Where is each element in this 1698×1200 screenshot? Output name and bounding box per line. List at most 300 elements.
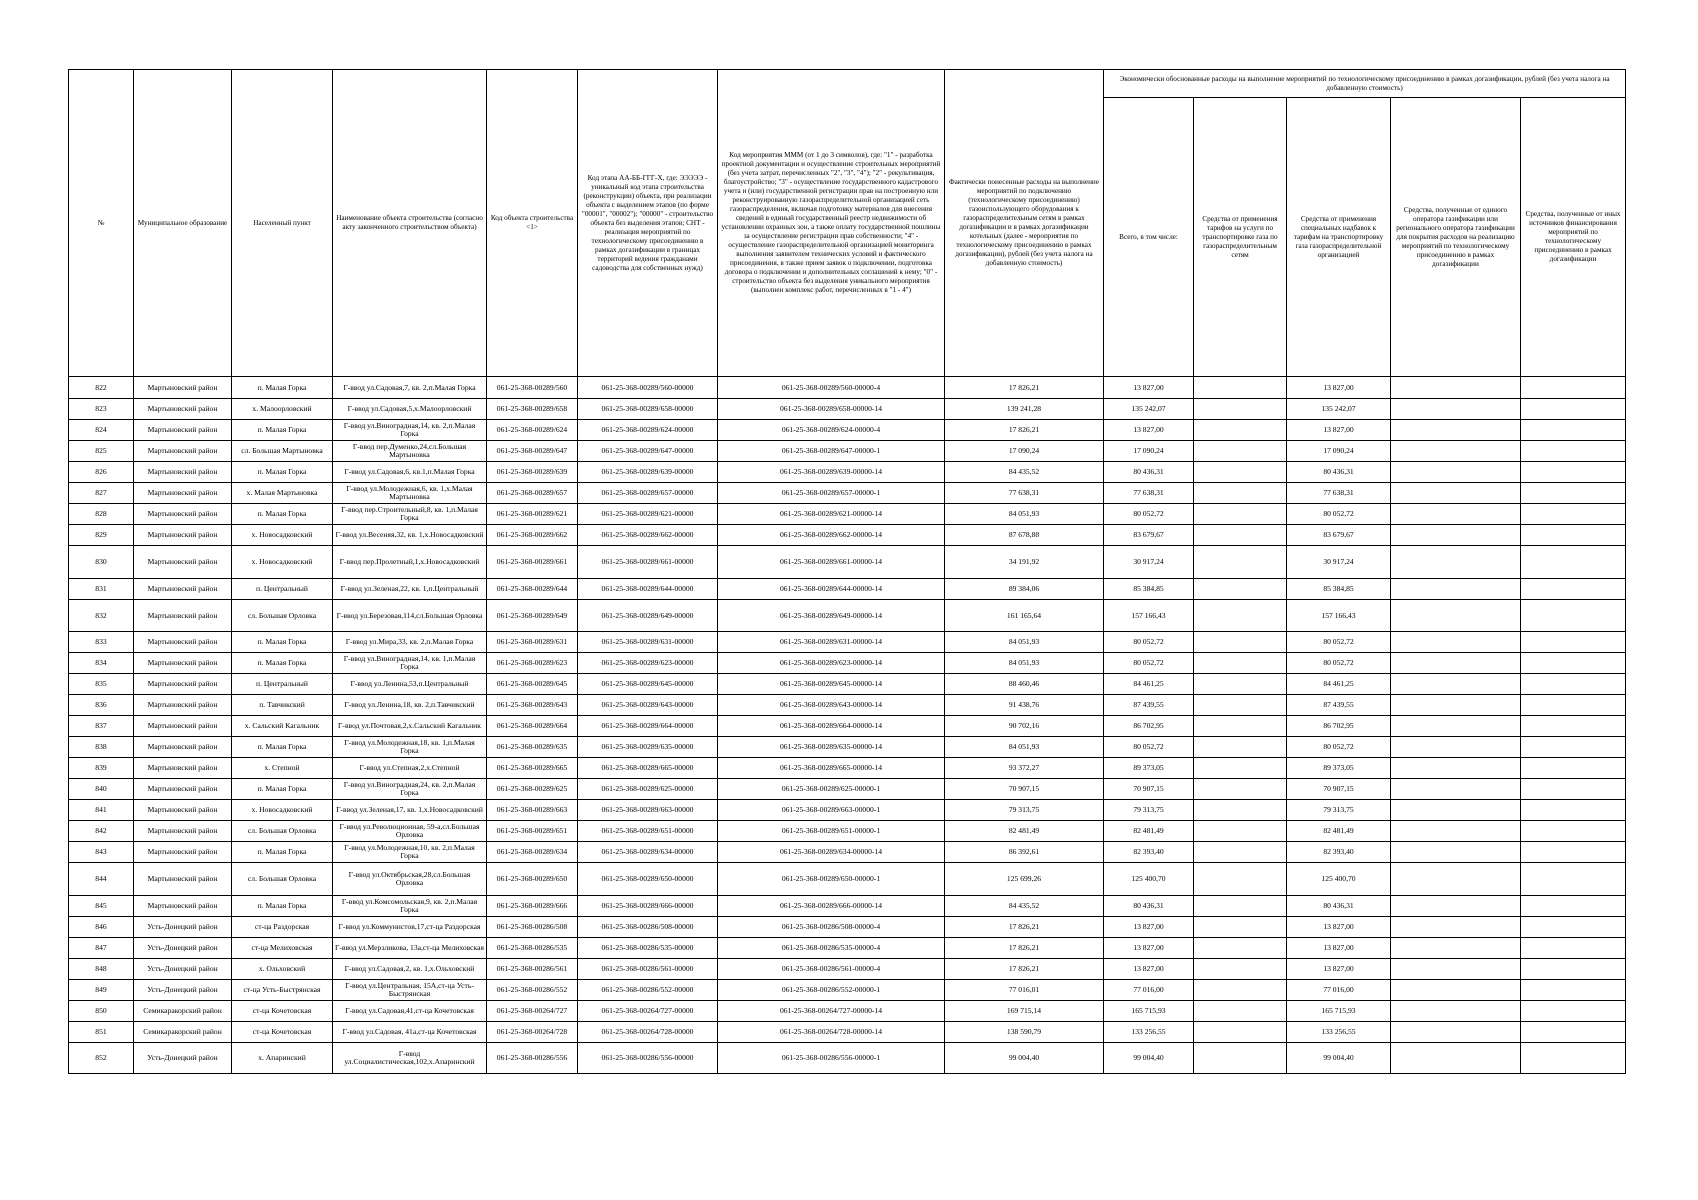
row-number: 825 <box>69 441 134 462</box>
tariff-cell <box>1194 1022 1287 1043</box>
event-code-cell: 061-25-368-00289/560-00000-4 <box>718 377 945 399</box>
special-markup-cell: 82 393,40 <box>1287 842 1391 863</box>
object-code-cell: 061-25-368-00289/635 <box>487 737 578 758</box>
municipality-cell: Усть-Донецкий район <box>134 959 232 980</box>
object-code-cell: 061-25-368-00289/624 <box>487 420 578 441</box>
object-code-cell: 061-25-368-00289/645 <box>487 674 578 695</box>
tariff-cell <box>1194 896 1287 917</box>
stage-code-cell: 061-25-368-00289/664-00000 <box>578 716 718 737</box>
row-number: 831 <box>69 579 134 600</box>
tariff-cell <box>1194 653 1287 674</box>
tariff-cell <box>1194 674 1287 695</box>
stage-code-cell: 061-25-368-00289/657-00000 <box>578 483 718 504</box>
total-cell: 80 052,72 <box>1104 737 1194 758</box>
total-cell: 82 393,40 <box>1104 842 1194 863</box>
table-row <box>69 600 1626 632</box>
table-row <box>69 938 1626 959</box>
other-sources-cell <box>1521 653 1626 674</box>
special-markup-cell: 133 256,55 <box>1287 1022 1391 1043</box>
total-cell: 86 702,95 <box>1104 716 1194 737</box>
stage-code-cell: 061-25-368-00289/658-00000 <box>578 399 718 420</box>
object-name-cell: Г-ввод ул.Комсомольская,9, кв. 2,п.Малая Горка <box>333 896 487 917</box>
other-sources-cell <box>1521 1043 1626 1074</box>
event-code-cell: 061-25-368-00286/508-00000-4 <box>718 917 945 938</box>
municipality-cell: Мартыновский район <box>134 600 232 632</box>
stage-code-cell: 061-25-368-00286/508-00000 <box>578 917 718 938</box>
header-actual-costs: Фактически понесенные расходы на выполнение мероприятий по подключению (технологическому присоединению) газоиспользующего оборудования к газораспределительным сетям в рамках догазификации и в рамках догазификации котельных (далее - мероприятия по технологическому присоединению в рамках догазификации), рублей (без учета налога на добавленную стоимость) <box>945 70 1104 377</box>
other-sources-cell <box>1521 737 1626 758</box>
actual-costs-cell: 17 826,21 <box>945 420 1104 441</box>
event-code-cell: 061-25-368-00289/645-00000-14 <box>718 674 945 695</box>
tariff-cell <box>1194 821 1287 842</box>
locality-cell: п. Малая Горка <box>232 504 333 525</box>
locality-cell: ст-ца Раздорская <box>232 917 333 938</box>
object-code-cell: 061-25-368-00289/644 <box>487 579 578 600</box>
total-cell: 133 256,55 <box>1104 1022 1194 1043</box>
municipality-cell: Мартыновский район <box>134 842 232 863</box>
total-cell: 30 917,24 <box>1104 546 1194 579</box>
special-markup-cell: 30 917,24 <box>1287 546 1391 579</box>
object-code-cell: 061-25-368-00264/727 <box>487 1001 578 1022</box>
municipality-cell: Мартыновский район <box>134 896 232 917</box>
operator-funds-cell <box>1391 674 1521 695</box>
actual-costs-cell: 17 826,21 <box>945 959 1104 980</box>
table-row <box>69 863 1626 896</box>
total-cell: 84 461,25 <box>1104 674 1194 695</box>
locality-cell: х. Степной <box>232 758 333 779</box>
actual-costs-cell: 84 051,93 <box>945 504 1104 525</box>
event-code-cell: 061-25-368-00289/643-00000-14 <box>718 695 945 716</box>
operator-funds-cell <box>1391 842 1521 863</box>
object-name-cell: Г-ввод ул.Зеленая,22, кв. 1,п.Центральный <box>333 579 487 600</box>
municipality-cell: Мартыновский район <box>134 579 232 600</box>
other-sources-cell <box>1521 462 1626 483</box>
tariff-cell <box>1194 546 1287 579</box>
row-number: 842 <box>69 821 134 842</box>
operator-funds-cell <box>1391 716 1521 737</box>
municipality-cell: Мартыновский район <box>134 779 232 800</box>
header-locality: Населенный пункт <box>232 70 333 377</box>
operator-funds-cell <box>1391 462 1521 483</box>
operator-funds-cell <box>1391 695 1521 716</box>
locality-cell: п. Центральный <box>232 674 333 695</box>
tariff-cell <box>1194 420 1287 441</box>
row-number: 845 <box>69 896 134 917</box>
tariff-cell <box>1194 758 1287 779</box>
locality-cell: п. Малая Горка <box>232 896 333 917</box>
locality-cell: х. Малоорловский <box>232 399 333 420</box>
special-markup-cell: 87 439,55 <box>1287 695 1391 716</box>
other-sources-cell <box>1521 695 1626 716</box>
object-code-cell: 061-25-368-00289/631 <box>487 632 578 653</box>
actual-costs-cell: 89 384,06 <box>945 579 1104 600</box>
municipality-cell: Мартыновский район <box>134 441 232 462</box>
tariff-cell <box>1194 579 1287 600</box>
actual-costs-cell: 91 438,76 <box>945 695 1104 716</box>
actual-costs-cell: 84 435,52 <box>945 462 1104 483</box>
row-number: 832 <box>69 600 134 632</box>
object-name-cell: Г-ввод ул.Березовая,114,сл.Большая Орловка <box>333 600 487 632</box>
row-number: 822 <box>69 377 134 399</box>
event-code-cell: 061-25-368-00289/665-00000-14 <box>718 758 945 779</box>
special-markup-cell: 80 436,31 <box>1287 462 1391 483</box>
municipality-cell: Мартыновский район <box>134 399 232 420</box>
locality-cell: х. Новосадковский <box>232 525 333 546</box>
actual-costs-cell: 17 826,21 <box>945 917 1104 938</box>
special-markup-cell: 13 827,00 <box>1287 917 1391 938</box>
event-code-cell: 061-25-368-00289/662-00000-14 <box>718 525 945 546</box>
object-name-cell: Г-ввод пер.Пролетный,1,х.Новосадковский <box>333 546 487 579</box>
table-row <box>69 821 1626 842</box>
row-number: 847 <box>69 938 134 959</box>
stage-code-cell: 061-25-368-00289/644-00000 <box>578 579 718 600</box>
tariff-cell <box>1194 462 1287 483</box>
actual-costs-cell: 90 702,16 <box>945 716 1104 737</box>
special-markup-cell: 165 715,93 <box>1287 1001 1391 1022</box>
row-number: 849 <box>69 980 134 1001</box>
table-row <box>69 959 1626 980</box>
stage-code-cell: 061-25-368-00289/635-00000 <box>578 737 718 758</box>
object-name-cell: Г-ввод ул.Ленина,18, кв. 2,п.Тавчикский <box>333 695 487 716</box>
stage-code-cell: 061-25-368-00286/552-00000 <box>578 980 718 1001</box>
object-name-cell: Г-ввод ул.Революционная, 59-а,сл.Большая Орловка <box>333 821 487 842</box>
object-code-cell: 061-25-368-00289/658 <box>487 399 578 420</box>
municipality-cell: Усть-Донецкий район <box>134 938 232 959</box>
stage-code-cell: 061-25-368-00264/728-00000 <box>578 1022 718 1043</box>
event-code-cell: 061-25-368-00264/727-00000-14 <box>718 1001 945 1022</box>
special-markup-cell: 13 827,00 <box>1287 377 1391 399</box>
object-name-cell: Г-ввод ул.Степная,2,х.Степной <box>333 758 487 779</box>
municipality-cell: Мартыновский район <box>134 716 232 737</box>
total-cell: 77 638,31 <box>1104 483 1194 504</box>
municipality-cell: Семикаракорский район <box>134 1001 232 1022</box>
event-code-cell: 061-25-368-00289/651-00000-1 <box>718 821 945 842</box>
object-name-cell: Г-ввод ул.Виноградная,24, кв. 2,п.Малая Горка <box>333 779 487 800</box>
table-body <box>69 377 1626 1074</box>
event-code-cell: 061-25-368-00289/649-00000-14 <box>718 600 945 632</box>
object-name-cell: Г-ввод ул.Молодежная,6, кв. 1,х.Малая Мартыновка <box>333 483 487 504</box>
object-name-cell: Г-ввод ул.Социалистическая,102,х.Апаринский <box>333 1043 487 1074</box>
municipality-cell: Мартыновский район <box>134 483 232 504</box>
event-code-cell: 061-25-368-00289/647-00000-1 <box>718 441 945 462</box>
locality-cell: п. Малая Горка <box>232 462 333 483</box>
costs-table <box>68 69 1626 1074</box>
object-code-cell: 061-25-368-00289/634 <box>487 842 578 863</box>
stage-code-cell: 061-25-368-00289/649-00000 <box>578 600 718 632</box>
operator-funds-cell <box>1391 525 1521 546</box>
special-markup-cell: 77 638,31 <box>1287 483 1391 504</box>
special-markup-cell: 84 461,25 <box>1287 674 1391 695</box>
locality-cell: п. Малая Горка <box>232 377 333 399</box>
total-cell: 89 373,05 <box>1104 758 1194 779</box>
row-number: 828 <box>69 504 134 525</box>
table-row <box>69 737 1626 758</box>
actual-costs-cell: 86 392,61 <box>945 842 1104 863</box>
object-code-cell: 061-25-368-00289/647 <box>487 441 578 462</box>
object-code-cell: 061-25-368-00289/643 <box>487 695 578 716</box>
operator-funds-cell <box>1391 579 1521 600</box>
event-code-cell: 061-25-368-00289/639-00000-14 <box>718 462 945 483</box>
special-markup-cell: 80 436,31 <box>1287 896 1391 917</box>
other-sources-cell <box>1521 1022 1626 1043</box>
special-markup-cell: 79 313,75 <box>1287 800 1391 821</box>
table-row <box>69 674 1626 695</box>
other-sources-cell <box>1521 800 1626 821</box>
other-sources-cell <box>1521 579 1626 600</box>
table-row <box>69 695 1626 716</box>
object-code-cell: 061-25-368-00289/625 <box>487 779 578 800</box>
total-cell: 80 436,31 <box>1104 896 1194 917</box>
special-markup-cell: 80 052,72 <box>1287 737 1391 758</box>
actual-costs-cell: 17 826,21 <box>945 938 1104 959</box>
municipality-cell: Мартыновский район <box>134 462 232 483</box>
locality-cell: ст-ца Кочетовская <box>232 1001 333 1022</box>
event-code-cell: 061-25-368-00289/623-00000-14 <box>718 653 945 674</box>
event-code-cell: 061-25-368-00289/644-00000-14 <box>718 579 945 600</box>
header-operator-funds: Средства, полученные от единого оператора газификации или регионального оператора газификации для покрытия расходов на реализацию мероприятий по технологическому присоединению в рамках догазификации <box>1391 98 1521 377</box>
actual-costs-cell: 17 826,21 <box>945 377 1104 399</box>
total-cell: 13 827,00 <box>1104 938 1194 959</box>
other-sources-cell <box>1521 525 1626 546</box>
event-code-cell: 061-25-368-00289/664-00000-14 <box>718 716 945 737</box>
special-markup-cell: 86 702,95 <box>1287 716 1391 737</box>
operator-funds-cell <box>1391 896 1521 917</box>
tariff-cell <box>1194 938 1287 959</box>
table-row <box>69 441 1626 462</box>
locality-cell: п. Центральный <box>232 579 333 600</box>
other-sources-cell <box>1521 483 1626 504</box>
object-name-cell: Г-ввод ул.Садовая,5,х.Малоорловский <box>333 399 487 420</box>
object-name-cell: Г-ввод ул.Садовая,2, кв. 1,х.Ольховский <box>333 959 487 980</box>
event-code-cell: 061-25-368-00289/666-00000-14 <box>718 896 945 917</box>
total-cell: 70 907,15 <box>1104 779 1194 800</box>
actual-costs-cell: 17 090,24 <box>945 441 1104 462</box>
object-code-cell: 061-25-368-00289/657 <box>487 483 578 504</box>
total-cell: 99 004,40 <box>1104 1043 1194 1074</box>
object-code-cell: 061-25-368-00289/664 <box>487 716 578 737</box>
operator-funds-cell <box>1391 1022 1521 1043</box>
actual-costs-cell: 139 241,28 <box>945 399 1104 420</box>
special-markup-cell: 13 827,00 <box>1287 959 1391 980</box>
row-number: 836 <box>69 695 134 716</box>
operator-funds-cell <box>1391 420 1521 441</box>
object-code-cell: 061-25-368-00289/623 <box>487 653 578 674</box>
actual-costs-cell: 88 460,46 <box>945 674 1104 695</box>
row-number: 850 <box>69 1001 134 1022</box>
object-name-cell: Г-ввод ул.Центральная, 15А,ст-ца Усть-Быстрянская <box>333 980 487 1001</box>
special-markup-cell: 13 827,00 <box>1287 938 1391 959</box>
other-sources-cell <box>1521 632 1626 653</box>
event-code-cell: 061-25-368-00264/728-00000-14 <box>718 1022 945 1043</box>
other-sources-cell <box>1521 821 1626 842</box>
header-other-sources: Средства, полученные от иных источников финансирования мероприятий по технологическому присоединению в рамках догазификации <box>1521 98 1626 377</box>
special-markup-cell: 80 052,72 <box>1287 653 1391 674</box>
row-number: 846 <box>69 917 134 938</box>
object-name-cell: Г-ввод ул.Садовая, 41а,ст-ца Кочетовская <box>333 1022 487 1043</box>
object-code-cell: 061-25-368-00286/508 <box>487 917 578 938</box>
stage-code-cell: 061-25-368-00289/560-00000 <box>578 377 718 399</box>
object-name-cell: Г-ввод ул.Мерзликова, 13а,ст-ца Мелиховская <box>333 938 487 959</box>
locality-cell: сл. Большая Орловка <box>232 600 333 632</box>
total-cell: 80 052,72 <box>1104 632 1194 653</box>
event-code-cell: 061-25-368-00286/556-00000-1 <box>718 1043 945 1074</box>
locality-cell: п. Малая Горка <box>232 632 333 653</box>
tariff-cell <box>1194 377 1287 399</box>
stage-code-cell: 061-25-368-00289/663-00000 <box>578 800 718 821</box>
total-cell: 80 052,72 <box>1104 504 1194 525</box>
object-code-cell: 061-25-368-00289/649 <box>487 600 578 632</box>
total-cell: 13 827,00 <box>1104 377 1194 399</box>
operator-funds-cell <box>1391 779 1521 800</box>
row-number: 840 <box>69 779 134 800</box>
stage-code-cell: 061-25-368-00289/666-00000 <box>578 896 718 917</box>
object-code-cell: 061-25-368-00264/728 <box>487 1022 578 1043</box>
special-markup-cell: 135 242,07 <box>1287 399 1391 420</box>
tariff-cell <box>1194 1043 1287 1074</box>
header-object-name: Наименование объекта строительства (согласно акту законченного строительством объекта) <box>333 70 487 377</box>
row-number: 826 <box>69 462 134 483</box>
row-number: 841 <box>69 800 134 821</box>
header-object-code: Код объекта строительства <1> <box>487 70 578 377</box>
total-cell: 80 052,72 <box>1104 653 1194 674</box>
municipality-cell: Мартыновский район <box>134 800 232 821</box>
object-name-cell: Г-ввод пер.Строительный,8, кв. 1,п.Малая Горка <box>333 504 487 525</box>
stage-code-cell: 061-25-368-00286/535-00000 <box>578 938 718 959</box>
table-row <box>69 842 1626 863</box>
event-code-cell: 061-25-368-00289/657-00000-1 <box>718 483 945 504</box>
municipality-cell: Мартыновский район <box>134 821 232 842</box>
header-tariff-transport: Средства от применения тарифов на услуги по транспортировке газа по газораспределительным сетям <box>1194 98 1287 377</box>
object-code-cell: 061-25-368-00289/650 <box>487 863 578 896</box>
object-name-cell: Г-ввод ул.Коммунистов,17,ст-ца Раздорская <box>333 917 487 938</box>
actual-costs-cell: 99 004,40 <box>945 1043 1104 1074</box>
event-code-cell: 061-25-368-00289/631-00000-14 <box>718 632 945 653</box>
object-code-cell: 061-25-368-00289/560 <box>487 377 578 399</box>
operator-funds-cell <box>1391 399 1521 420</box>
total-cell: 13 827,00 <box>1104 420 1194 441</box>
total-cell: 13 827,00 <box>1104 917 1194 938</box>
tariff-cell <box>1194 504 1287 525</box>
special-markup-cell: 85 384,85 <box>1287 579 1391 600</box>
municipality-cell: Мартыновский район <box>134 504 232 525</box>
tariff-cell <box>1194 959 1287 980</box>
header-special-markups: Средства от применения специальных надбавок к тарифам на транспортировку газа газораспределительной организацией <box>1287 98 1391 377</box>
locality-cell: сл. Большая Орловка <box>232 863 333 896</box>
tariff-cell <box>1194 716 1287 737</box>
total-cell: 13 827,00 <box>1104 959 1194 980</box>
locality-cell: х. Новосадковский <box>232 546 333 579</box>
other-sources-cell <box>1521 758 1626 779</box>
actual-costs-cell: 169 715,14 <box>945 1001 1104 1022</box>
municipality-cell: Мартыновский район <box>134 653 232 674</box>
table-row <box>69 399 1626 420</box>
municipality-cell: Мартыновский район <box>134 377 232 399</box>
object-code-cell: 061-25-368-00289/662 <box>487 525 578 546</box>
tariff-cell <box>1194 737 1287 758</box>
locality-cell: сл. Большая Орловка <box>232 821 333 842</box>
locality-cell: п. Малая Горка <box>232 737 333 758</box>
other-sources-cell <box>1521 600 1626 632</box>
table-row <box>69 579 1626 600</box>
table-row <box>69 546 1626 579</box>
event-code-cell: 061-25-368-00286/552-00000-1 <box>718 980 945 1001</box>
tariff-cell <box>1194 980 1287 1001</box>
row-number: 824 <box>69 420 134 441</box>
other-sources-cell <box>1521 674 1626 695</box>
actual-costs-cell: 84 051,93 <box>945 632 1104 653</box>
actual-costs-cell: 79 313,75 <box>945 800 1104 821</box>
stage-code-cell: 061-25-368-00289/631-00000 <box>578 632 718 653</box>
municipality-cell: Мартыновский район <box>134 674 232 695</box>
table-row <box>69 653 1626 674</box>
actual-costs-cell: 84 435,52 <box>945 896 1104 917</box>
tariff-cell <box>1194 525 1287 546</box>
object-name-cell: Г-ввод ул.Садовая,6, кв.1,п.Малая Горка <box>333 462 487 483</box>
other-sources-cell <box>1521 980 1626 1001</box>
tariff-cell <box>1194 1001 1287 1022</box>
row-number: 837 <box>69 716 134 737</box>
operator-funds-cell <box>1391 959 1521 980</box>
table-row <box>69 420 1626 441</box>
table-row <box>69 632 1626 653</box>
locality-cell: х. Апаринский <box>232 1043 333 1074</box>
table-row <box>69 1022 1626 1043</box>
row-number: 834 <box>69 653 134 674</box>
locality-cell: х. Ольховский <box>232 959 333 980</box>
object-name-cell: Г-ввод ул.Садовая,7, кв. 2,п.Малая Горка <box>333 377 487 399</box>
event-code-cell: 061-25-368-00289/661-00000-14 <box>718 546 945 579</box>
header-event-code: Код мероприятия МММ (от 1 до 3 символов), где: "1" - разработка проектной документации и осуществление строительных мероприятий (без учета затрат, перечисленных "2", "3", "4"); "2" - рекультивация, благоустройство; "3" - осуществление государственного кадастрового учета и (или) государственной регистрации прав на построенную или реконструированную газораспределительной организацией сеть газораспределения, включая подготовку материалов для внесения сведений в единый государственный реестр недвижимости об установлении охранных зон, а также оплату государственной пошлины за осуществление регистрации прав собственности; "4" - осуществление газораспределительной организацией мониторинга выполнения заявителем технических условий и фактического присоединения, в также прием заявок о подключении, подготовка договора о подключении и дополнительных соглашений к нему; "0" - строительство объекта без выделения уникального мероприятия (выполнен комплекс работ, перечисленных в "1 - 4") <box>718 70 945 377</box>
tariff-cell <box>1194 483 1287 504</box>
actual-costs-cell: 161 165,64 <box>945 600 1104 632</box>
operator-funds-cell <box>1391 821 1521 842</box>
operator-funds-cell <box>1391 632 1521 653</box>
actual-costs-cell: 93 372,27 <box>945 758 1104 779</box>
total-cell: 135 242,07 <box>1104 399 1194 420</box>
row-number: 838 <box>69 737 134 758</box>
object-code-cell: 061-25-368-00289/621 <box>487 504 578 525</box>
operator-funds-cell <box>1391 758 1521 779</box>
special-markup-cell: 13 827,00 <box>1287 420 1391 441</box>
locality-cell: х. Сальский Кагальник <box>232 716 333 737</box>
row-number: 839 <box>69 758 134 779</box>
operator-funds-cell <box>1391 483 1521 504</box>
object-name-cell: Г-ввод ул.Зеленая,17, кв. 1,х.Новосадковский <box>333 800 487 821</box>
header-stage-code: Код этапа АА-ББ-ГГГ-Х, где: ЭЭЭЭЭ - уникальный код этапа строительства (реконструкции) объекта, при реализации объекта с выделением этапов (по форме "00001", "00002"); "00000" - строительство объекта без выделения этапов; СНТ - реализация мероприятий по технологическому присоединению в рамках догазификации в границах территорий ведения гражданами садоводства для собственных нужд) <box>578 70 718 377</box>
special-markup-cell: 82 481,49 <box>1287 821 1391 842</box>
municipality-cell: Мартыновский район <box>134 737 232 758</box>
other-sources-cell <box>1521 504 1626 525</box>
other-sources-cell <box>1521 1001 1626 1022</box>
table-row <box>69 1001 1626 1022</box>
other-sources-cell <box>1521 399 1626 420</box>
event-code-cell: 061-25-368-00286/561-00000-4 <box>718 959 945 980</box>
stage-code-cell: 061-25-368-00289/643-00000 <box>578 695 718 716</box>
actual-costs-cell: 77 638,31 <box>945 483 1104 504</box>
operator-funds-cell <box>1391 863 1521 896</box>
total-cell: 77 016,00 <box>1104 980 1194 1001</box>
event-code-cell: 061-25-368-00289/634-00000-14 <box>718 842 945 863</box>
tariff-cell <box>1194 441 1287 462</box>
stage-code-cell: 061-25-368-00286/556-00000 <box>578 1043 718 1074</box>
operator-funds-cell <box>1391 938 1521 959</box>
row-number: 823 <box>69 399 134 420</box>
stage-code-cell: 061-25-368-00289/625-00000 <box>578 779 718 800</box>
tariff-cell <box>1194 399 1287 420</box>
event-code-cell: 061-25-368-00289/658-00000-14 <box>718 399 945 420</box>
special-markup-cell: 80 052,72 <box>1287 504 1391 525</box>
stage-code-cell: 061-25-368-00289/645-00000 <box>578 674 718 695</box>
